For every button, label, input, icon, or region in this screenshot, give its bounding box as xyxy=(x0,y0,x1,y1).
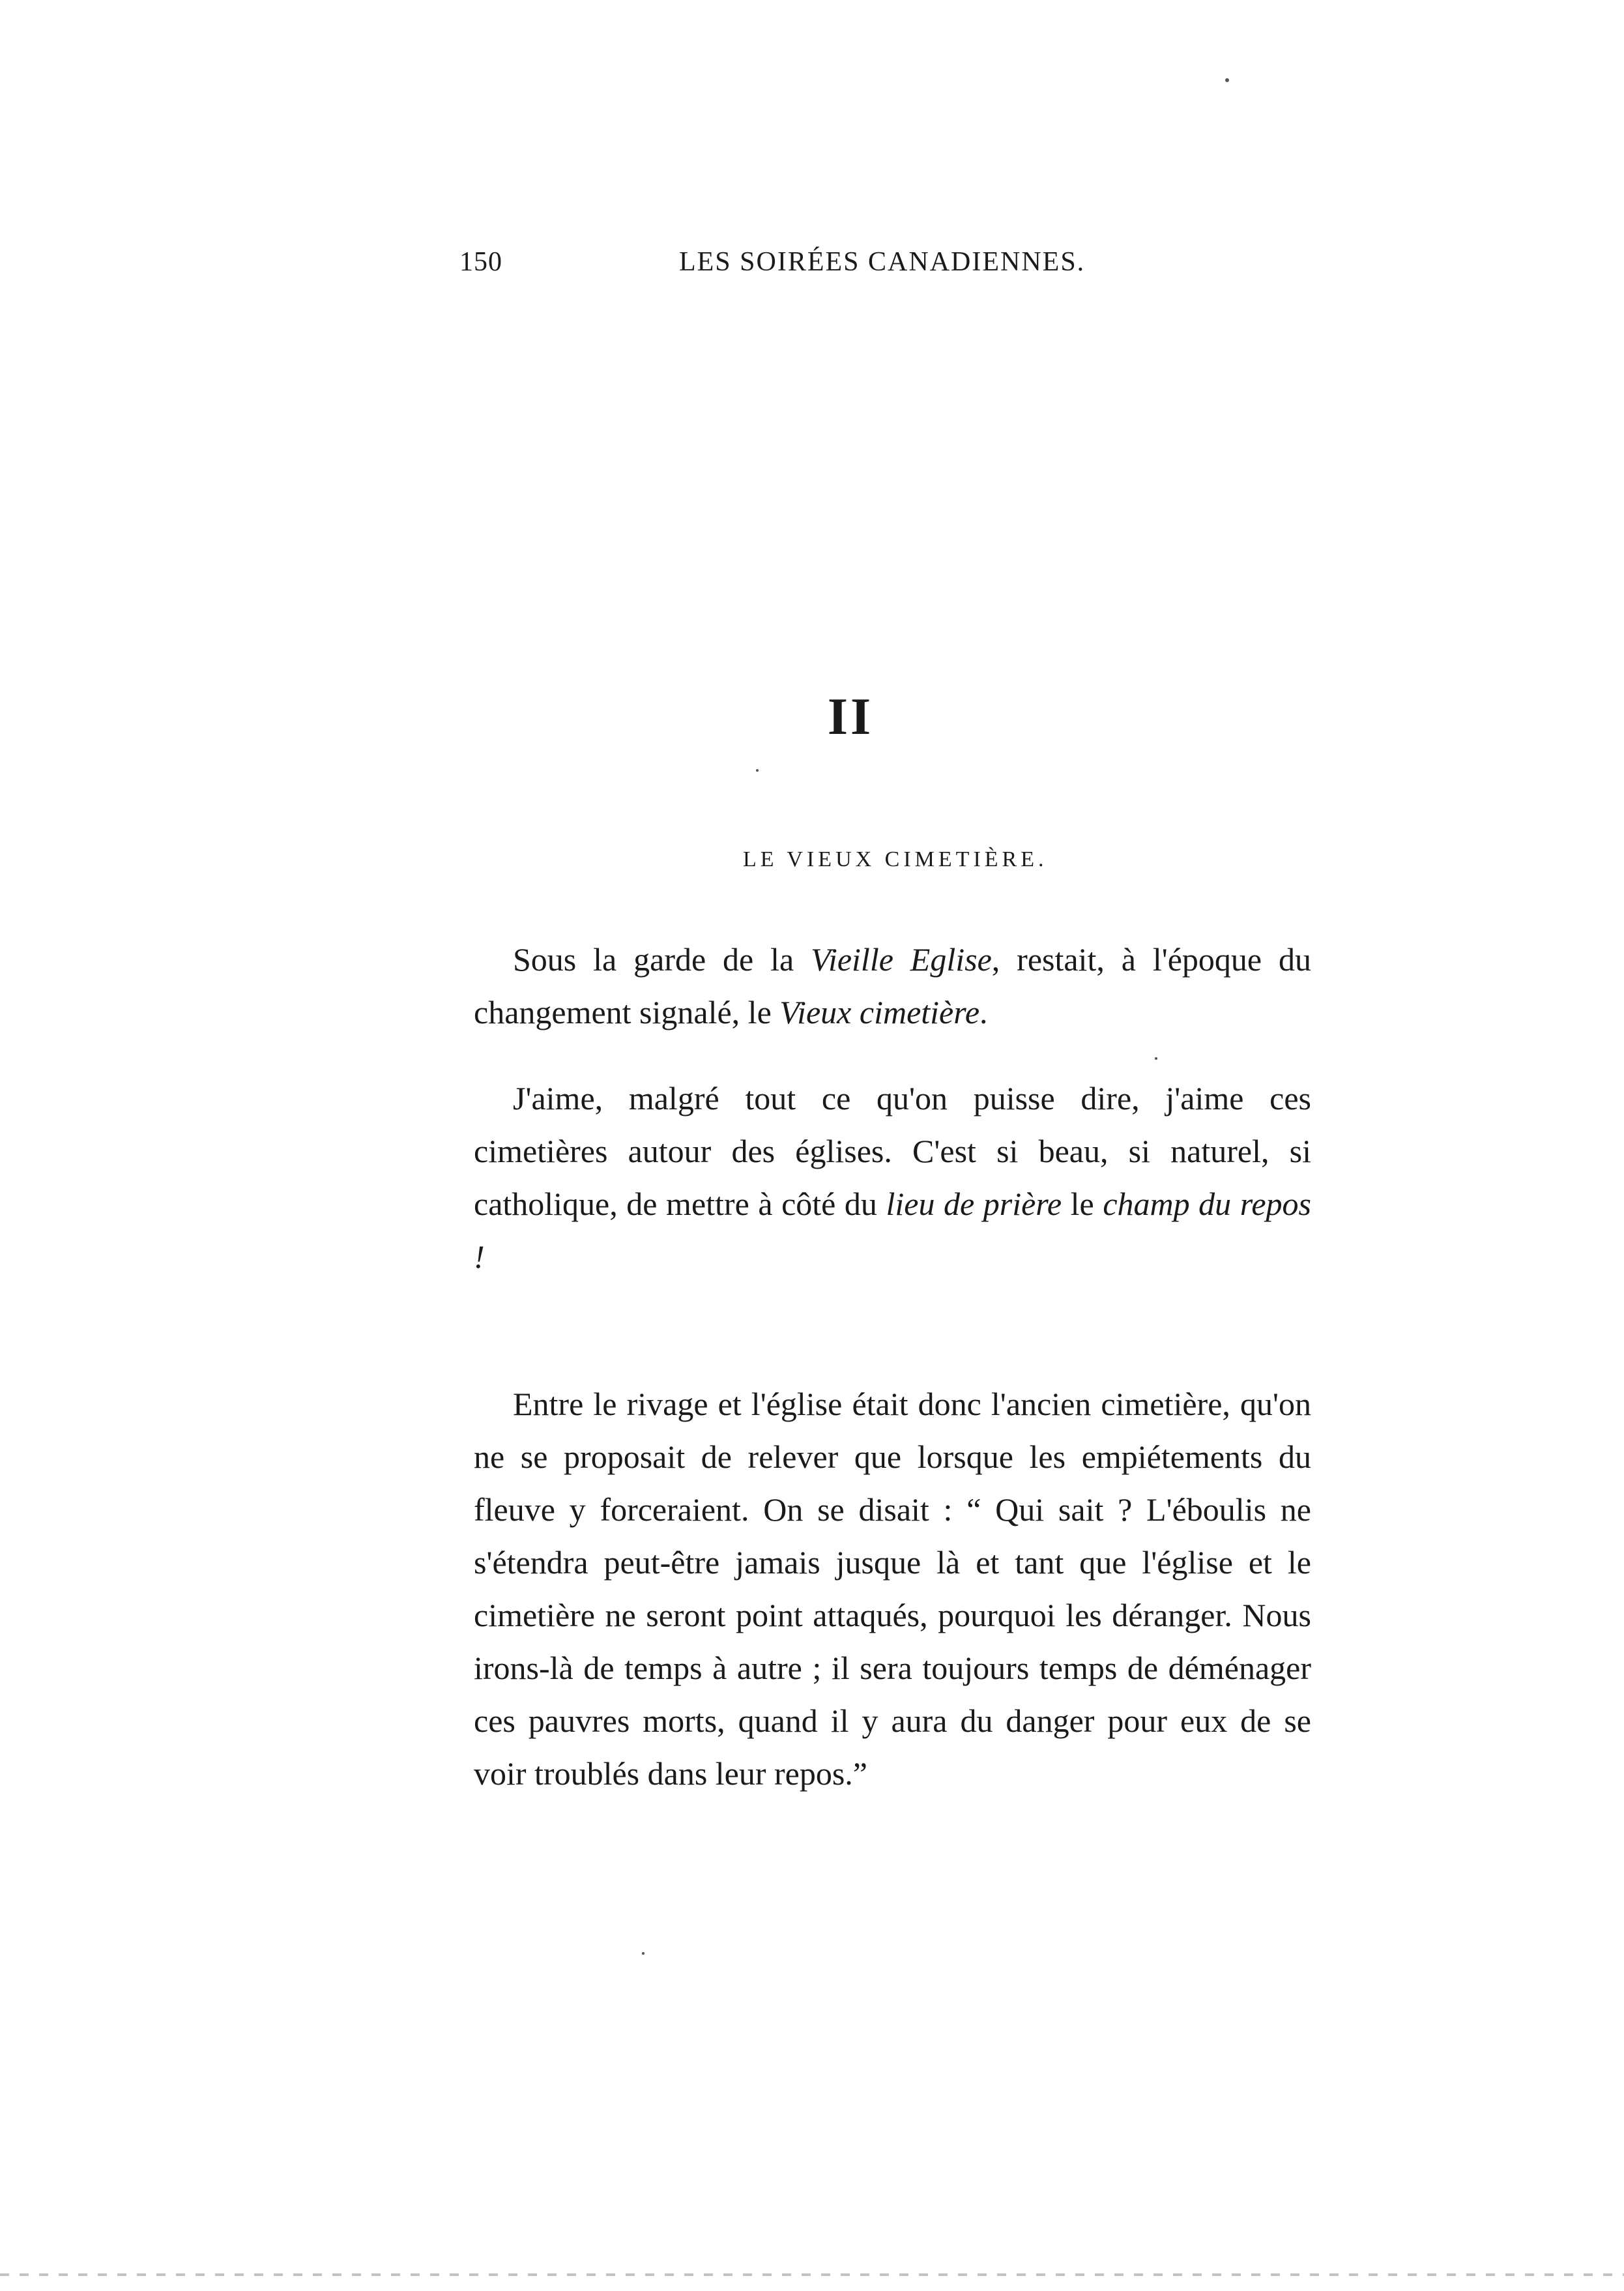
section-title: LE VIEUX CIMETIÈRE. xyxy=(743,847,1048,871)
p2-italic-lieu-de-priere: lieu de prière xyxy=(886,1186,1062,1222)
paragraph-2 xyxy=(474,1072,1311,1283)
print-speck xyxy=(642,1952,645,1955)
p1-text-a: Sous la garde de la xyxy=(513,941,811,978)
p1-italic-vieille-eglise: Vieille Eglise xyxy=(811,941,992,978)
p2-text-a: J'aime, malgré tout ce qu'on puisse dire, j'aime ces cimetières autour des églises. C'est si beau, si naturel, si catholique, de mettre à côté du xyxy=(474,1080,1311,1222)
chapter-number: II xyxy=(827,688,874,746)
p1-text-c: , restait, à l'époque du changement signalé, le xyxy=(474,941,1311,1030)
scan-edge-mark xyxy=(0,2273,1624,2276)
paragraph-3: Entre le rivage et l'église était donc l'ancien cimetière, qu'on ne se proposait de relever que lorsque les empiétements du fleuve y forceraient. On se disait : “ Qui sait ? L'éboulis ne s'étendra peut-être jamais jusque là et tant que l'église et le cimetière ne seront point attaqués, pourquoi les déranger. Nous irons-là de temps à autre ; il sera toujours temps de déménager ces pauvres morts, quand il y aura du danger pour eux de se voir troublés dans leur repos.” xyxy=(474,1386,1311,1792)
page-number: 150 xyxy=(459,247,502,277)
p1-italic-vieux-cimetiere: Vieux cimetière xyxy=(779,994,980,1030)
print-speck xyxy=(756,769,759,772)
book-title: LES SOIRÉES CANADIENNES. xyxy=(679,247,1086,277)
p2-italic-champ-du-repos: champ du repos ! xyxy=(474,1186,1311,1275)
paragraph-1 xyxy=(474,933,1311,1039)
p1-text-e: . xyxy=(979,994,988,1030)
print-speck xyxy=(1155,1057,1157,1060)
print-speck xyxy=(1225,78,1229,82)
running-head xyxy=(459,246,1158,285)
p2-text-c: le xyxy=(1062,1186,1103,1222)
